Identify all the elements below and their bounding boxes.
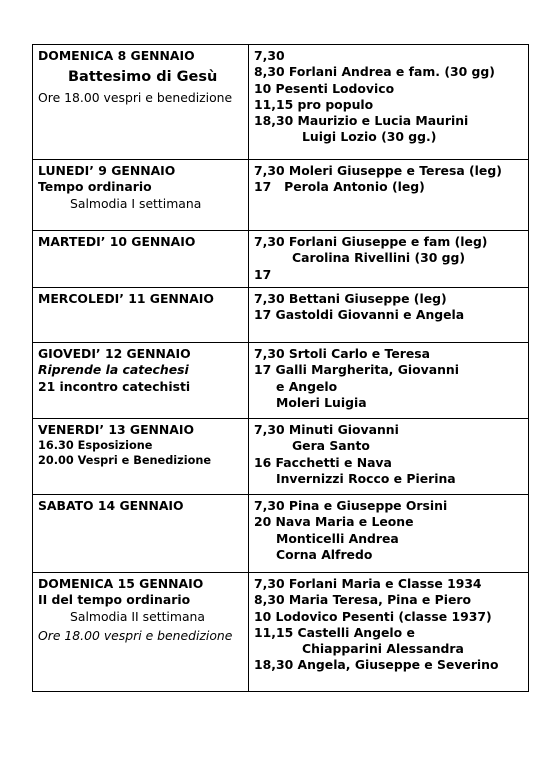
day-cell [33, 573, 249, 692]
mass-line: e Angelo [276, 378, 338, 394]
mass-cell [249, 495, 529, 573]
mass-line: 7,30 Bettani Giuseppe (leg) [254, 291, 447, 306]
day-label: VENERDI’ 13 GENNAIO [38, 422, 195, 437]
day-label: MERCOLEDI’ 11 GENNAIO [38, 291, 214, 306]
mass-line: 11,15 pro populo [254, 96, 374, 112]
mass-cell [249, 343, 529, 419]
mass-line: 7,30 Pina e Giuseppe Orsini [254, 498, 448, 513]
mass-line: 8,30 Maria Teresa, Pina e Piero [254, 592, 471, 608]
mass-line: 7,30 Forlani Giuseppe e fam (leg) [254, 234, 488, 249]
mass-cell [249, 160, 529, 231]
mass-line: 17 Galli Margherita, Giovanni [254, 362, 459, 378]
note-label: Ore 18.00 vespri e benedizione [38, 627, 233, 643]
catechesis-label: Riprende la catechesi [38, 362, 189, 378]
meeting-label: 21 incontro catechisti [38, 378, 191, 394]
mass-line: 17 Gastoldi Giovanni e Angela [254, 307, 465, 323]
mass-line: 7,30 Moleri Giuseppe e Teresa (leg) [254, 163, 502, 178]
table-row [33, 419, 529, 495]
day-cell [33, 495, 249, 573]
day-cell [33, 231, 249, 288]
day-cell [33, 160, 249, 231]
table-row [33, 573, 529, 692]
season-label: Tempo ordinario [38, 179, 152, 195]
mass-line: Carolina Rivellini (30 gg) [292, 250, 466, 266]
mass-line: 18,30 Angela, Giuseppe e Severino [254, 657, 499, 673]
mass-line: Gera Santo [292, 438, 370, 454]
mass-line: 8,30 Forlani Andrea e fam. (30 gg) [254, 64, 495, 80]
vespers-label: 20.00 Vespri e Benedizione [38, 454, 212, 468]
mass-line: Luigi Lozio (30 gg.) [302, 129, 437, 145]
mass-line: 16 Facchetti e Nava [254, 454, 392, 470]
table-row [33, 160, 529, 231]
mass-line: 10 Pesenti Lodovico [254, 80, 395, 96]
mass-line: Monticelli Andrea [276, 530, 399, 546]
mass-line: Corna Alfredo [276, 546, 373, 562]
mass-cell [249, 45, 529, 160]
mass-line: Chiapparini Alessandra [302, 641, 464, 657]
day-label: MARTEDI’ 10 GENNAIO [38, 234, 196, 249]
day-label: DOMENICA 8 GENNAIO [38, 48, 195, 63]
note-label: Ore 18.00 vespri e benedizione [38, 90, 233, 106]
day-cell [33, 419, 249, 495]
day-label: GIOVEDI’ 12 GENNAIO [38, 346, 191, 361]
mass-line: 17 [254, 266, 272, 282]
table-row [33, 495, 529, 573]
table-row [33, 45, 529, 160]
mass-cell [249, 573, 529, 692]
season-label: II del tempo ordinario [38, 592, 191, 608]
mass-cell [249, 288, 529, 343]
day-label: SABATO 14 GENNAIO [38, 498, 184, 513]
exposition-label: 16.30 Esposizione [38, 439, 153, 453]
day-label: LUNEDI’ 9 GENNAIO [38, 163, 176, 178]
mass-line: 11,15 Castelli Angelo e [254, 624, 415, 640]
table-row [33, 343, 529, 419]
table-row [33, 288, 529, 343]
mass-line: 7,30 [254, 48, 285, 63]
mass-line: Moleri Luigia [276, 394, 367, 410]
day-cell [33, 343, 249, 419]
mass-line: 20 Nava Maria e Leone [254, 514, 414, 530]
mass-cell [249, 419, 529, 495]
mass-line: Invernizzi Rocco e Pierina [276, 470, 456, 486]
schedule-table [32, 44, 529, 692]
mass-line: 10 Lodovico Pesenti (classe 1937) [254, 608, 492, 624]
day-label: DOMENICA 15 GENNAIO [38, 576, 204, 591]
table-row [33, 231, 529, 288]
mass-cell [249, 231, 529, 288]
mass-line: 7,30 Srtoli Carlo e Teresa [254, 346, 430, 361]
psalm-label: Salmodia I settimana [70, 195, 202, 211]
mass-line: 18,30 Maurizio e Lucia Maurini [254, 113, 469, 129]
mass-line: 7,30 Minuti Giovanni [254, 422, 399, 437]
mass-line: 7,30 Forlani Maria e Classe 1934 [254, 576, 482, 591]
psalm-label: Salmodia II settimana [70, 608, 205, 624]
day-cell [33, 288, 249, 343]
feast-label: Battesimo di Gesù [68, 69, 218, 86]
mass-line: 17 Perola Antonio (leg) [254, 179, 425, 195]
day-cell [33, 45, 249, 160]
